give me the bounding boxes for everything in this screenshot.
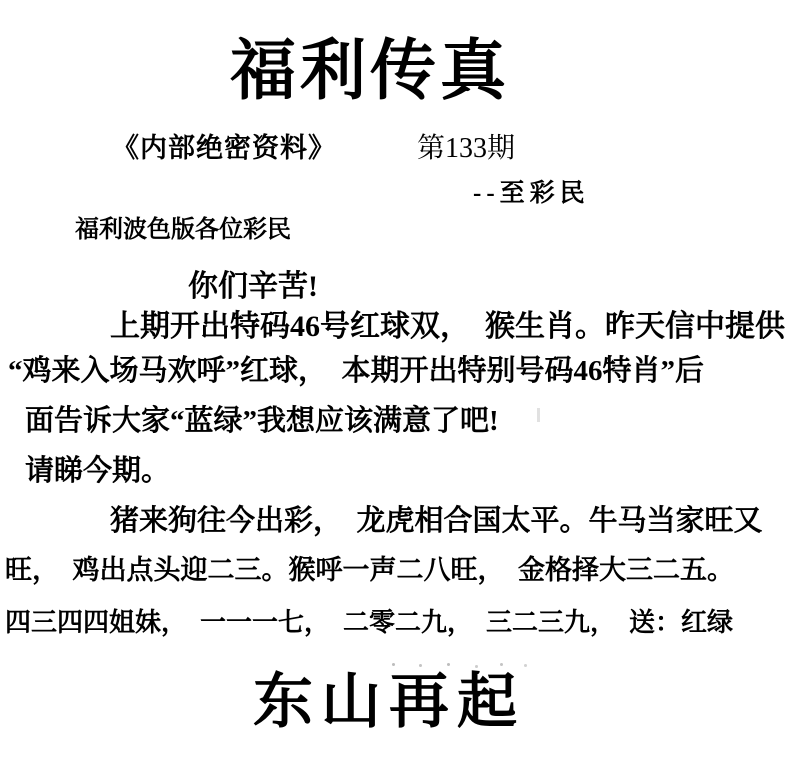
body-line-5: 猪来狗往今出彩， 龙虎相合国太平。牛马当家旺又: [110, 505, 763, 537]
body-line-3: 面告诉大家“蓝绿”我想应该满意了吧!: [25, 405, 499, 437]
addressee-line: --至彩民: [473, 180, 590, 207]
body-line-6: 旺， 鸡出点头迎二三。猴呼一声二八旺， 金格择大三二五。: [5, 555, 734, 585]
issue-number: 第133期: [417, 133, 516, 164]
classification-label: 《内部绝密资料》: [112, 133, 336, 163]
greeting-salutation: 你们辛苦!: [188, 270, 318, 303]
body-line-2: “鸡来入场马欢呼”红球， 本期开出特别号码46特肖”后: [8, 355, 705, 387]
faint-print-dots: [392, 663, 395, 666]
faint-print-smudge: [537, 408, 540, 422]
footer-slogan: 东山再起: [253, 669, 525, 735]
body-line-4: 请睇今期。: [25, 455, 171, 487]
page-title: 福利传真: [230, 35, 510, 108]
greeting-audience: 福利波色版各位彩民: [75, 217, 291, 243]
body-line-1: 上期开出特码46号红球双， 猴生肖。昨天信中提供: [110, 310, 785, 343]
body-line-7: 四三四四姐妹， 一一一七， 二零二九， 三二三九， 送：红绿: [5, 608, 734, 637]
